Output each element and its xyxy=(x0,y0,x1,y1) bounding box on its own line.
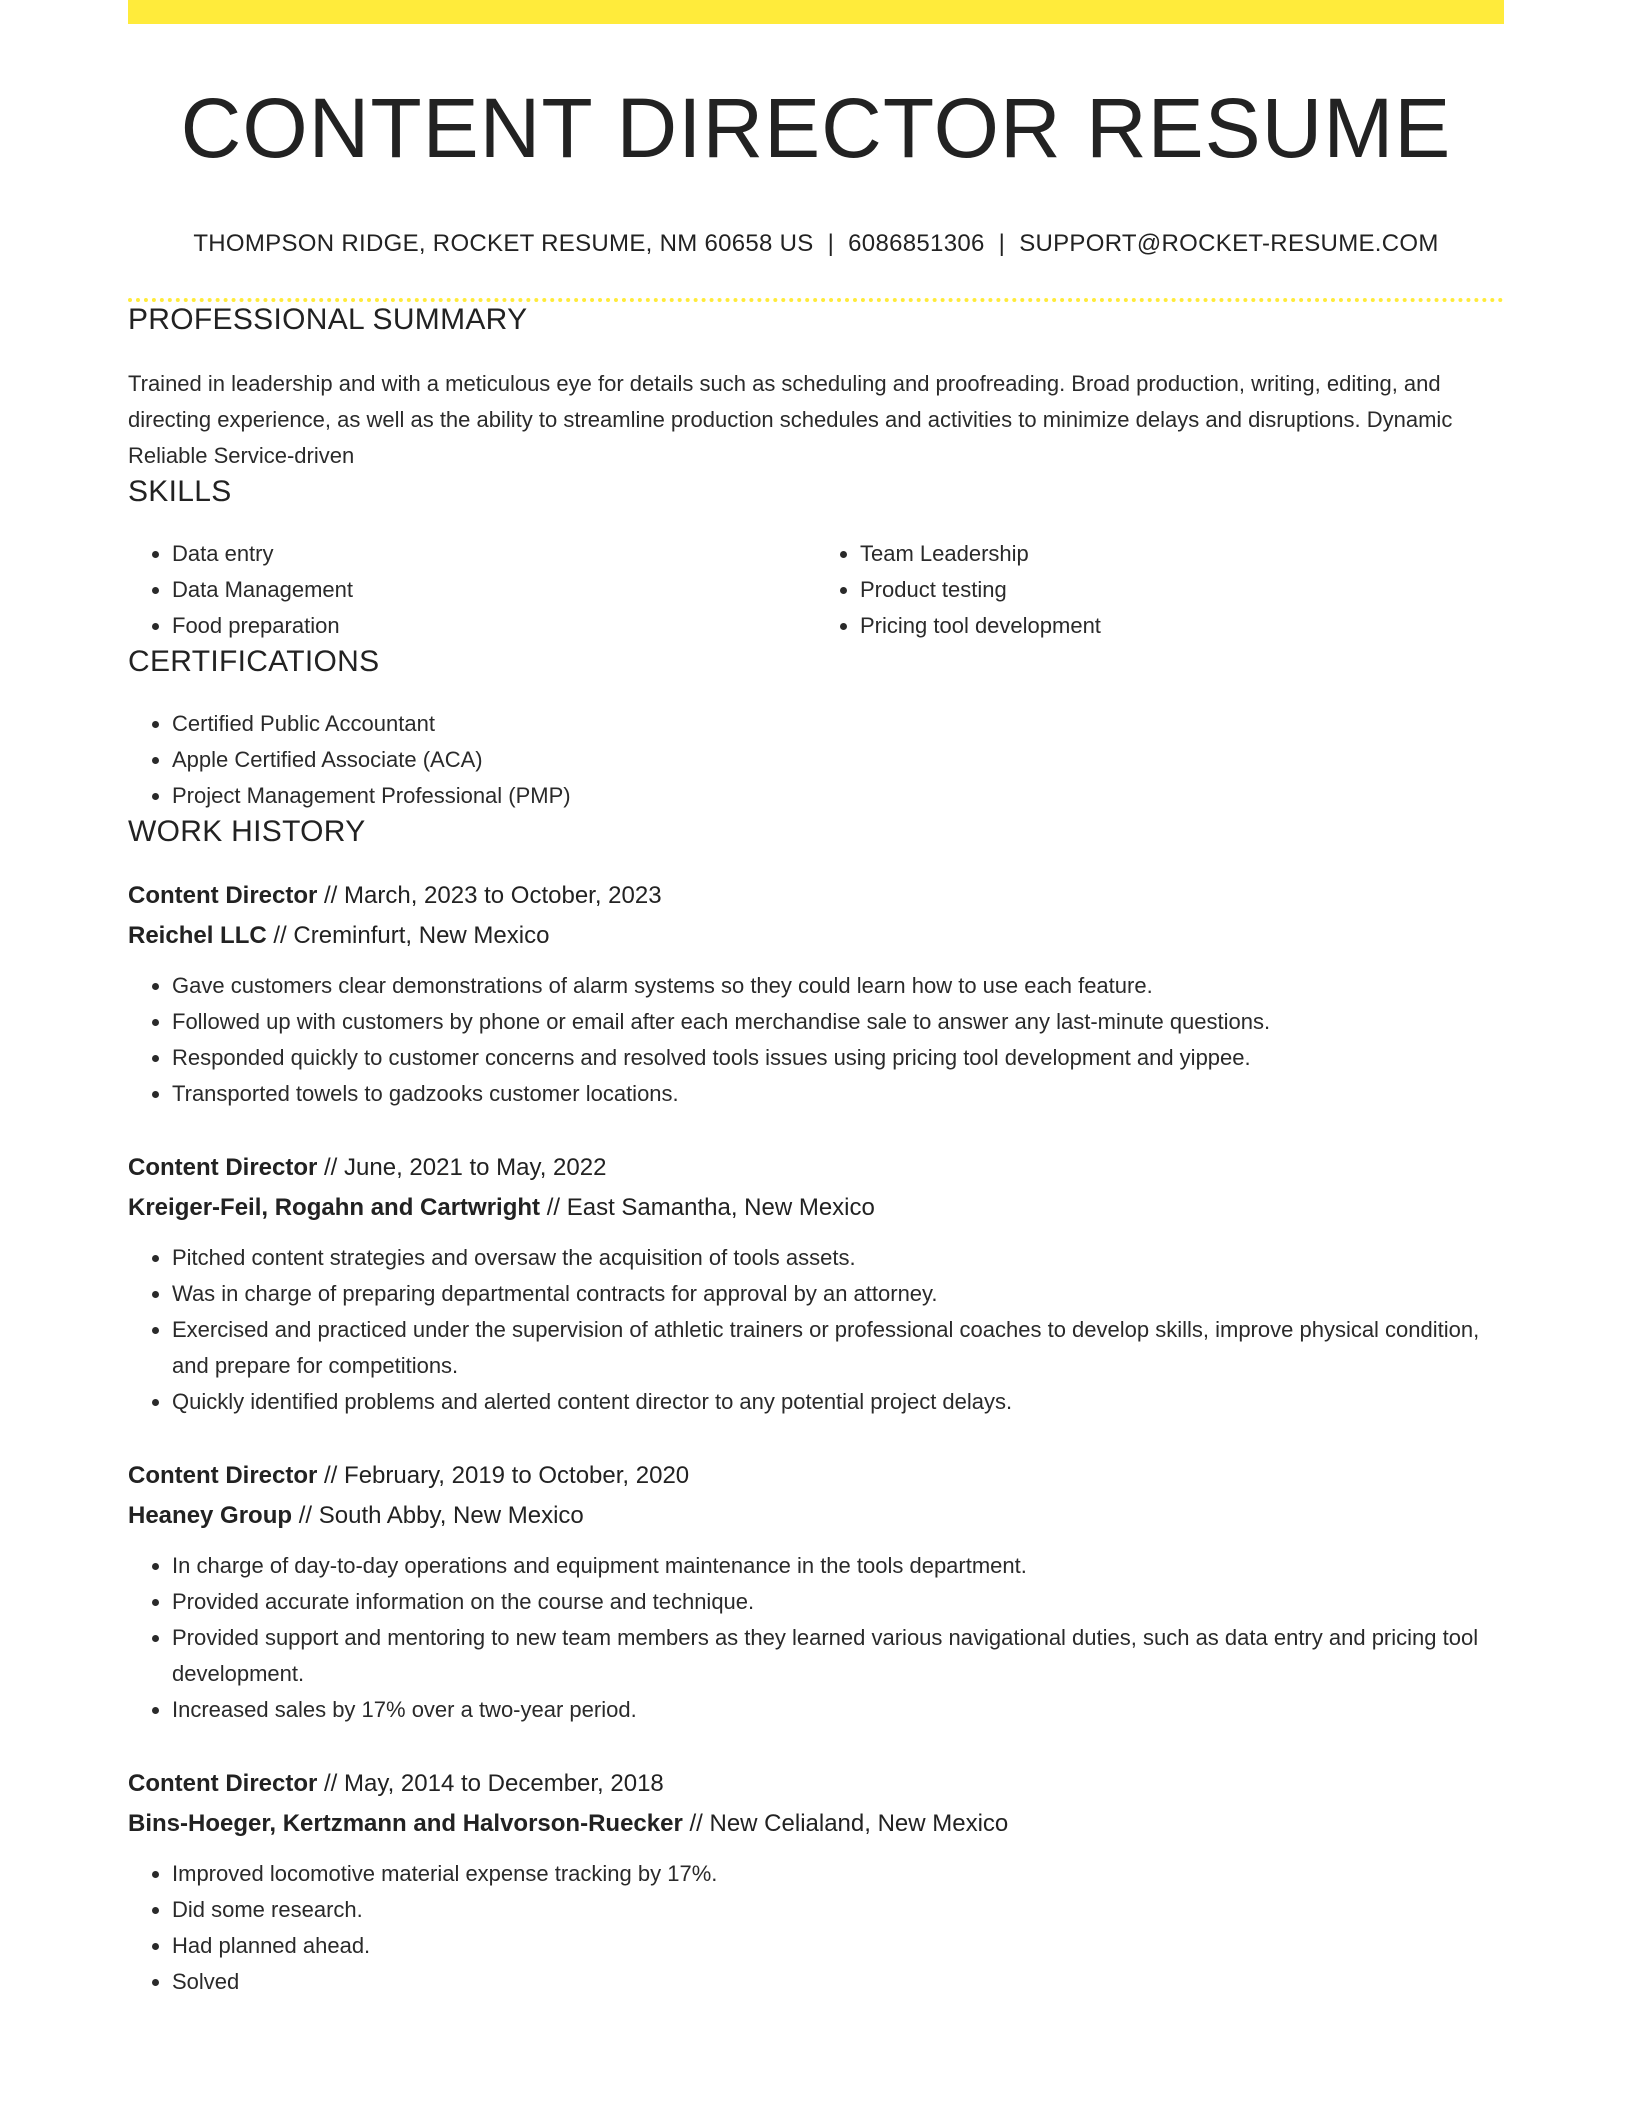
job-title: Content Director xyxy=(128,882,318,910)
job-company: Bins-Hoeger, Kertzmann and Halvorson-Ruecker xyxy=(128,1810,683,1838)
job-company-line xyxy=(128,1188,1504,1228)
certification-item: • Certified Public Accountant xyxy=(172,706,1504,742)
job-bullet: • Followed up with customers by phone or email after each merchandise sale to answer any last-minute questions. xyxy=(172,1004,1504,1040)
job-title-line xyxy=(128,1456,1504,1496)
job-location: South Abby, New Mexico xyxy=(318,1502,584,1530)
job-divider: // xyxy=(689,1810,703,1838)
job-divider: // xyxy=(324,882,338,910)
skill-item: • Team Leadership xyxy=(860,536,1504,572)
job-company-line xyxy=(128,1804,1504,1844)
job-company-line xyxy=(128,1496,1504,1536)
top-accent-bar xyxy=(128,0,1504,24)
skills-heading: SKILLS xyxy=(128,475,232,509)
job-divider: // xyxy=(273,922,287,950)
skills-list xyxy=(128,536,1504,644)
certification-item: • Project Management Professional (PMP) xyxy=(172,778,1504,814)
skill-item: • Data entry xyxy=(172,536,816,572)
job-company: Heaney Group xyxy=(128,1502,293,1530)
job-bullet: • Responded quickly to customer concerns and resolved tools issues using pricing tool development and yippee. xyxy=(172,1040,1504,1076)
job-dates: February, 2019 to October, 2020 xyxy=(344,1462,690,1490)
skill-item: • Data Management xyxy=(172,572,816,608)
skills-column-right xyxy=(816,536,1504,644)
job-divider: // xyxy=(546,1194,561,1222)
job-bullets xyxy=(128,1548,1504,1728)
contact-separator: | xyxy=(827,230,835,258)
job-title-line xyxy=(128,1764,1504,1804)
job-bullet: • Was in charge of preparing departmental contracts for approval by an attorney. xyxy=(172,1276,1504,1312)
job-bullet: • Provided accurate information on the course and technique. xyxy=(172,1584,1504,1620)
job-bullets xyxy=(128,968,1504,1112)
skill-item: • Product testing xyxy=(860,572,1504,608)
job-title: Content Director xyxy=(128,1770,318,1798)
job-bullet: • Provided support and mentoring to new team members as they learned various navigational duties, such as data entry and pricing tool development. xyxy=(172,1620,1504,1692)
certifications-heading: CERTIFICATIONS xyxy=(128,645,380,679)
job-bullet: • Pitched content strategies and oversaw the acquisition of tools assets. xyxy=(172,1240,1504,1276)
job-bullet: • Transported towels to gadzooks customer locations. xyxy=(172,1076,1504,1112)
contact-email: SUPPORT@ROCKET-RESUME.COM xyxy=(1019,230,1439,258)
contact-phone: 6086851306 xyxy=(848,230,985,258)
job-bullet: • Did some research. xyxy=(172,1892,1504,1928)
job-title-line xyxy=(128,1148,1504,1188)
job-title: Content Director xyxy=(128,1462,318,1490)
contact-separator: | xyxy=(998,230,1006,258)
job-entry xyxy=(128,1456,1504,1728)
job-title: Content Director xyxy=(128,1154,318,1182)
skill-item: • Food preparation xyxy=(172,608,816,644)
job-location: Creminfurt, New Mexico xyxy=(293,922,550,950)
job-company: Kreiger-Feil, Rogahn and Cartwright xyxy=(128,1194,541,1222)
certifications-list xyxy=(128,706,1504,814)
job-bullets xyxy=(128,1240,1504,1420)
job-title-line xyxy=(128,876,1504,916)
job-location: East Samantha, New Mexico xyxy=(566,1194,875,1222)
job-bullets xyxy=(128,1856,1504,2000)
work-history-heading: WORK HISTORY xyxy=(128,815,366,849)
contact-line xyxy=(128,230,1504,258)
job-bullet: • Solved xyxy=(172,1964,1504,2000)
resume-page xyxy=(128,0,1504,2000)
job-bullet: • Gave customers clear demonstrations of alarm systems so they could learn how to use each feature. xyxy=(172,968,1504,1004)
skill-item: • Pricing tool development xyxy=(860,608,1504,644)
summary-text: Trained in leadership and with a meticulous eye for details such as scheduling and proofreading. Broad production, writing, editing, and directing experience, as well as the ability to streamline production schedules and activities to minimize delays and disruptions. Dynamic Reliable Service-driven xyxy=(128,371,1453,469)
job-dates: March, 2023 to October, 2023 xyxy=(344,882,662,910)
job-divider: // xyxy=(324,1154,338,1182)
page-title: CONTENT DIRECTOR RESUME xyxy=(180,81,1452,175)
contact-address: THOMPSON RIDGE, ROCKET RESUME, NM 60658 US xyxy=(193,230,814,258)
job-bullet: • In charge of day-to-day operations and equipment maintenance in the tools department. xyxy=(172,1548,1504,1584)
job-bullet: • Exercised and practiced under the supervision of athletic trainers or professional coaches to develop skills, improve physical condition, and prepare for competitions. xyxy=(172,1312,1504,1384)
job-bullet: • Had planned ahead. xyxy=(172,1928,1504,1964)
summary-heading: PROFESSIONAL SUMMARY xyxy=(128,303,528,337)
job-divider: // xyxy=(324,1770,338,1798)
job-entry xyxy=(128,1764,1504,2000)
job-location: New Celialand, New Mexico xyxy=(709,1810,1009,1838)
job-divider: // xyxy=(298,1502,313,1530)
job-divider: // xyxy=(324,1462,338,1490)
job-bullet: • Increased sales by 17% over a two-year period. xyxy=(172,1692,1504,1728)
job-dates: May, 2014 to December, 2018 xyxy=(344,1770,664,1798)
job-entry xyxy=(128,876,1504,1112)
skills-column-left xyxy=(128,536,816,644)
job-company: Reichel LLC xyxy=(128,922,267,950)
job-dates: June, 2021 to May, 2022 xyxy=(344,1154,607,1182)
job-company-line xyxy=(128,916,1504,956)
certification-item: • Apple Certified Associate (ACA) xyxy=(172,742,1504,778)
job-entry xyxy=(128,1148,1504,1420)
job-bullet: • Improved locomotive material expense tracking by 17%. xyxy=(172,1856,1504,1892)
job-bullet: • Quickly identified problems and alerted content director to any potential project delays. xyxy=(172,1384,1504,1420)
